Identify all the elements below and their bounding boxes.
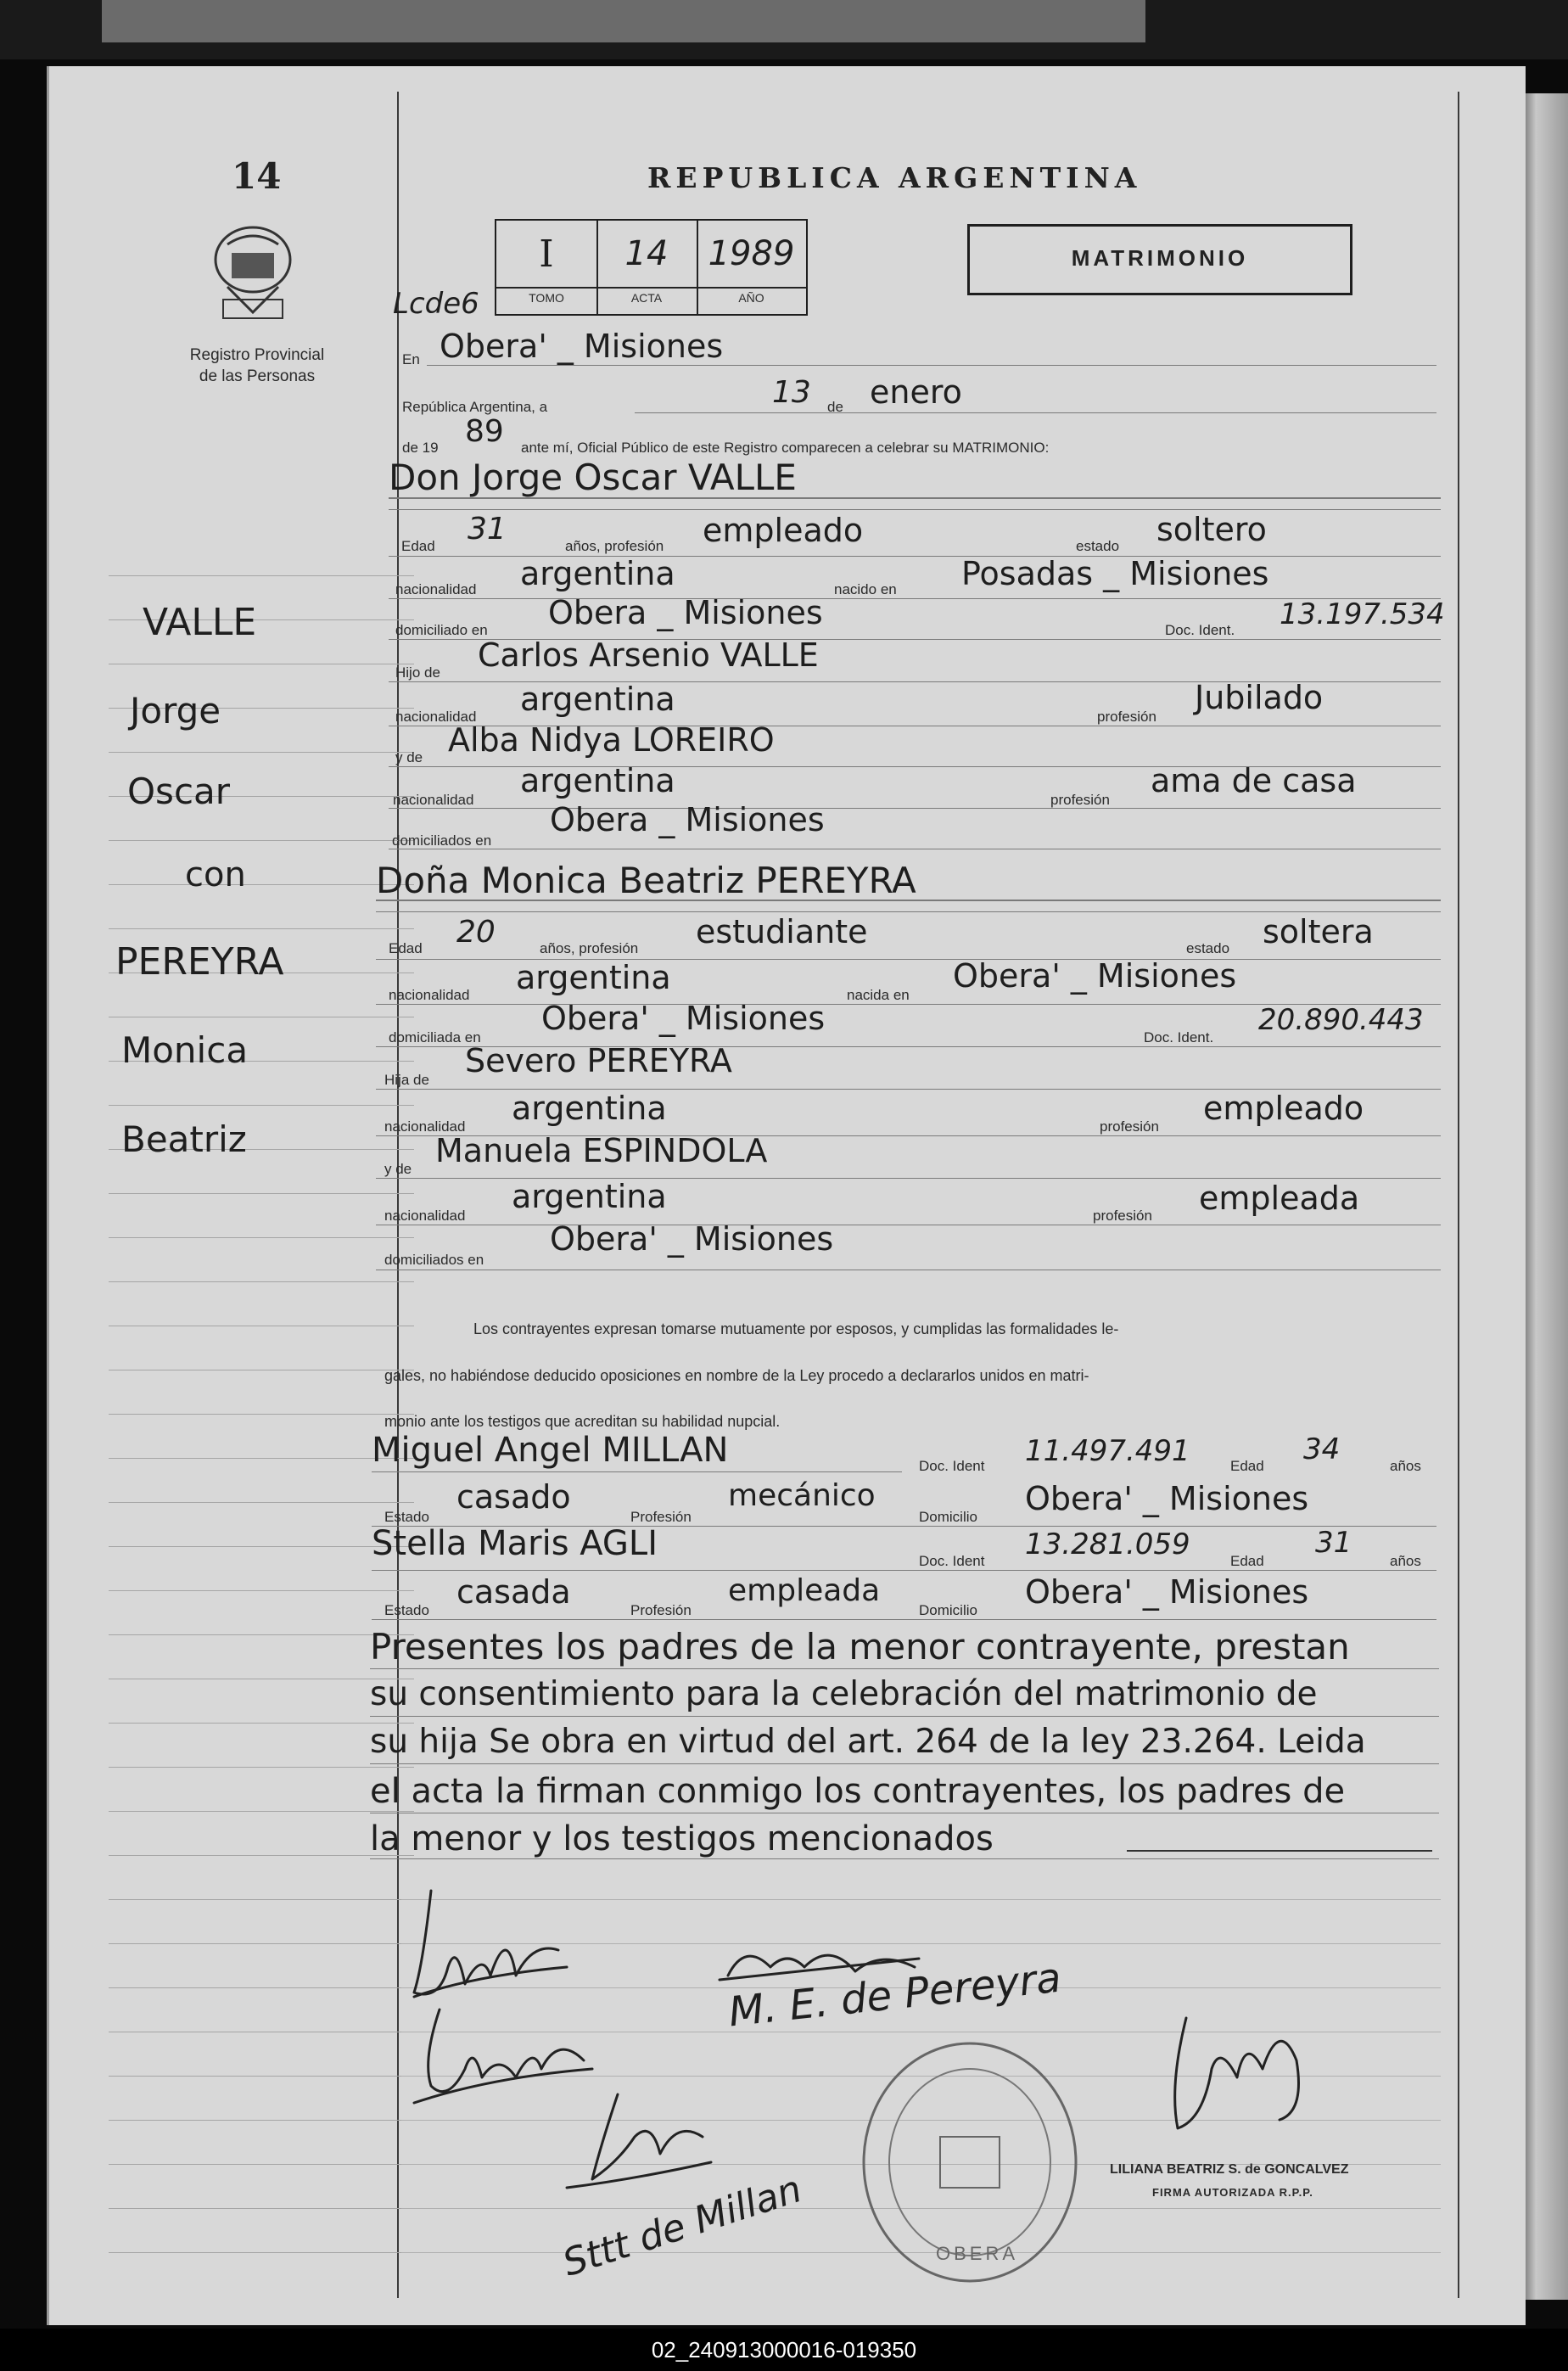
groom-name: Don Jorge Oscar VALLE	[389, 457, 797, 498]
groom-father: Carlos Arsenio VALLE	[478, 636, 819, 674]
bride-doc: 20.890.443	[1258, 1003, 1424, 1037]
bride-doc-label: Doc. Ident.	[1144, 1029, 1214, 1045]
groom-y-de-label: y de	[395, 749, 423, 765]
witness2-name: Stella Maris AGLI	[372, 1524, 658, 1563]
groom-mother-profession: ama de casa	[1151, 762, 1357, 799]
groom-mother-nationality: argentina	[520, 762, 675, 799]
en-label: En	[402, 351, 420, 367]
bride-status: soltera	[1263, 913, 1374, 950]
margin-rule	[109, 2120, 414, 2121]
act-type-box	[967, 224, 1352, 295]
groom-profession: empleado	[703, 512, 864, 549]
bride-profession: estudiante	[696, 913, 868, 950]
witness1-age: 34	[1303, 1432, 1341, 1466]
right-border	[1458, 92, 1459, 2298]
witness1-domicilio-label: Domicilio	[919, 1509, 977, 1525]
groom-doc-label: Doc. Ident.	[1165, 622, 1235, 638]
groom-birthplace: Posadas _ Misiones	[961, 555, 1269, 592]
margin-rule	[109, 1767, 414, 1768]
bride-birthplace: Obera' _ Misiones	[953, 957, 1237, 995]
groom-age: 31	[468, 512, 507, 547]
registry-name-line1: Registro Provincial	[189, 346, 325, 364]
margin-name-4: con	[185, 855, 246, 894]
bride-domicile: Obera' _ Misiones	[541, 1000, 826, 1037]
signature-official	[1152, 1993, 1322, 2154]
bride-age: 20	[456, 915, 496, 950]
ano-value: 1989	[708, 234, 795, 273]
margin-rule	[109, 1987, 414, 1988]
margin-rule	[109, 1105, 414, 1106]
bride-father-profession: empleado	[1203, 1090, 1364, 1127]
margin-name-3: Oscar	[127, 771, 231, 812]
groom-profesion-label: años, profesión	[565, 538, 664, 554]
margin-rule	[109, 1546, 414, 1547]
witness1-profession: mecánico	[728, 1478, 876, 1513]
month-value: enero	[870, 373, 962, 411]
margin-rule	[109, 1414, 414, 1415]
groom-father-nac-label: nacionalidad	[395, 709, 477, 725]
groom-mother: Alba Nidya LOREIRO	[448, 721, 775, 759]
bride-nationality: argentina	[516, 959, 671, 996]
act-type-label: MATRIMONIO	[1071, 245, 1249, 271]
witness1-status: casado	[456, 1478, 571, 1516]
bride-mother: Manuela ESPINDOLA	[435, 1132, 768, 1169]
margin-rule	[109, 2164, 414, 2165]
margin-name-1: VALLE	[143, 601, 257, 644]
margin-rule	[109, 2076, 414, 2077]
bride-name: Doña Monica Beatriz PEREYRA	[376, 860, 916, 901]
bride-mother-prof-label: profesión	[1093, 1208, 1152, 1224]
bride-nacionalidad-label: nacionalidad	[389, 987, 470, 1003]
statement-line3: monio ante los testigos que acreditan su habilidad nupcial.	[384, 1413, 781, 1430]
signature-witness2: Sttt de Millan	[557, 2167, 807, 2285]
groom-father-profession: Jubilado	[1195, 679, 1324, 716]
bride-hija-label: Hija de	[384, 1072, 429, 1088]
acta-value: 14	[624, 234, 669, 273]
note-line-4: el acta la firman conmigo los contrayentes, los padres de	[370, 1772, 1346, 1811]
witness1-anos-label: años	[1390, 1458, 1421, 1474]
groom-father-nationality: argentina	[520, 681, 675, 718]
year-suffix: 89	[465, 414, 504, 449]
witness2-domicilio-label: Domicilio	[919, 1602, 977, 1618]
margin-rule	[109, 1634, 414, 1635]
margin-rule	[109, 2252, 414, 2253]
bride-nacida-label: nacida en	[847, 987, 910, 1003]
bride-domiciliada-label: domiciliada en	[389, 1029, 481, 1045]
margin-name-7: Beatriz	[121, 1118, 247, 1160]
margin-rule	[109, 1590, 414, 1591]
groom-mother-nac-label: nacionalidad	[393, 792, 474, 808]
margin-rule	[109, 1502, 414, 1503]
place-value: Obera' _ Misiones	[440, 328, 724, 365]
note-line-3: su hija Se obra en virtud del art. 264 de la ley 23.264. Leida	[370, 1723, 1366, 1761]
witness1-doc-label: Doc. Ident	[919, 1458, 985, 1474]
statement-line2: gales, no habiéndose deducido oposiciones en nombre de la Ley procedo a declararlos unidos en matri-	[384, 1367, 1089, 1384]
witness1-profesion-label: Profesión	[630, 1509, 692, 1525]
page-number: 14	[232, 155, 282, 197]
witness1-doc: 11.497.491	[1025, 1434, 1190, 1468]
bride-father-nac-label: nacionalidad	[384, 1118, 466, 1135]
witness1-estado-label: Estado	[384, 1509, 429, 1525]
note-line-2: su consentimiento para la celebración del matrimonio de	[370, 1675, 1318, 1713]
margin-rule	[109, 1237, 414, 1238]
seal-text: OBERA	[936, 2243, 1019, 2264]
margin-code: Lcde6	[393, 287, 479, 321]
bride-profesion-label: años, profesión	[540, 940, 639, 956]
book-binding	[1519, 93, 1568, 2300]
footer-id: 02_240913000016-019350	[0, 2329, 1568, 2371]
groom-hijo-label: Hijo de	[395, 664, 440, 681]
intro-text: ante mí, Oficial Público de este Registro comparecen a celebrar su MATRIMONIO:	[521, 440, 1050, 456]
margin-rule	[109, 1281, 414, 1282]
document-page	[47, 66, 1526, 2325]
margin-rule	[109, 752, 414, 753]
bride-y-de-label: y de	[384, 1161, 412, 1177]
scan-top-strip	[0, 0, 1568, 59]
coat-of-arms-icon	[202, 219, 304, 329]
registry-name-line2: de las Personas	[199, 367, 316, 385]
margin-rule	[109, 1811, 414, 1812]
margin-rule	[109, 1899, 414, 1900]
witness2-anos-label: años	[1390, 1553, 1421, 1569]
margin-rule	[109, 1943, 414, 1944]
groom-status: soltero	[1156, 511, 1267, 548]
witness2-edad-label: Edad	[1230, 1553, 1264, 1569]
tomo-value: I	[539, 233, 554, 276]
bride-mother-profession: empleada	[1199, 1180, 1360, 1217]
groom-domicile: Obera _ Misiones	[548, 594, 823, 631]
country-heading: REPUBLICA ARGENTINA	[647, 161, 1142, 194]
tomo-label: TOMO	[529, 291, 564, 305]
official-name: LILIANA BEATRIZ S. de GONCALVEZ	[1110, 2162, 1349, 2177]
signature-witness1	[550, 2086, 720, 2205]
republica-label: República Argentina, a	[402, 399, 548, 415]
witness2-age: 31	[1315, 1526, 1352, 1560]
witness2-domicile: Obera' _ Misiones	[1025, 1573, 1309, 1611]
bride-mother-nationality: argentina	[512, 1178, 667, 1215]
statement-line1: Los contrayentes expresan tomarse mutuamente por esposos, y cumplidas las formalidades le-	[473, 1320, 1119, 1337]
bride-father-prof-label: profesión	[1100, 1118, 1159, 1135]
bride-father: Severo PEREYRA	[465, 1042, 732, 1079]
margin-name-2: Jorge	[130, 690, 221, 731]
groom-parents-domicile: Obera _ Misiones	[550, 801, 825, 838]
bride-parents-domicile: Obera' _ Misiones	[550, 1220, 834, 1258]
margin-rule	[109, 1458, 414, 1459]
year-prefix: de 19	[402, 440, 439, 456]
acta-label: ACTA	[630, 291, 663, 305]
groom-nationality: argentina	[520, 555, 675, 592]
margin-rule	[109, 1723, 414, 1724]
groom-parents-dom-label: domiciliados en	[392, 832, 492, 849]
groom-estado-label: estado	[1076, 538, 1120, 554]
groom-edad-label: Edad	[401, 538, 435, 554]
witness2-doc: 13.281.059	[1025, 1527, 1190, 1561]
witness2-profesion-label: Profesión	[630, 1602, 692, 1618]
bride-parents-dom-label: domiciliados en	[384, 1252, 484, 1268]
note-line-5: la menor y los testigos mencionados	[370, 1819, 994, 1858]
margin-rule	[109, 575, 414, 576]
margin-name-5: PEREYRA	[115, 940, 284, 984]
bride-mother-nac-label: nacionalidad	[384, 1208, 466, 1224]
ano-label: AÑO	[738, 291, 764, 305]
witness1-edad-label: Edad	[1230, 1458, 1264, 1474]
groom-father-prof-label: profesión	[1097, 709, 1156, 725]
witness2-profession: empleada	[728, 1573, 881, 1608]
registry-box	[495, 219, 808, 316]
note-line-1: Presentes los padres de la menor contrayente, prestan	[370, 1626, 1350, 1668]
bride-edad-label: Edad	[389, 940, 423, 956]
margin-rule	[109, 928, 414, 929]
margin-rule	[109, 884, 414, 885]
groom-nacionalidad-label: nacionalidad	[395, 581, 477, 597]
margin-rule	[109, 1855, 414, 1856]
signature-mother: M. E. de Pereyra	[726, 1953, 1064, 2037]
day-value: 13	[772, 375, 811, 410]
official-title: FIRMA AUTORIZADA R.P.P.	[1152, 2186, 1313, 2199]
bride-father-nationality: argentina	[512, 1090, 667, 1127]
margin-rule	[109, 840, 414, 841]
witness2-status: casada	[456, 1573, 571, 1611]
de-label: de	[827, 399, 843, 415]
groom-mother-prof-label: profesión	[1050, 792, 1110, 808]
groom-domiciliado-label: domiciliado en	[395, 622, 488, 638]
margin-name-6: Monica	[121, 1029, 249, 1071]
witness2-doc-label: Doc. Ident	[919, 1553, 985, 1569]
witness1-name: Miguel Angel MILLAN	[372, 1431, 729, 1470]
witness1-domicile: Obera' _ Misiones	[1025, 1480, 1309, 1517]
witness2-estado-label: Estado	[384, 1602, 429, 1618]
margin-rule	[109, 2208, 414, 2209]
margin-rule	[109, 1193, 414, 1194]
groom-doc: 13.197.534	[1280, 597, 1445, 631]
bride-estado-label: estado	[1186, 940, 1230, 956]
groom-nacido-label: nacido en	[834, 581, 897, 597]
